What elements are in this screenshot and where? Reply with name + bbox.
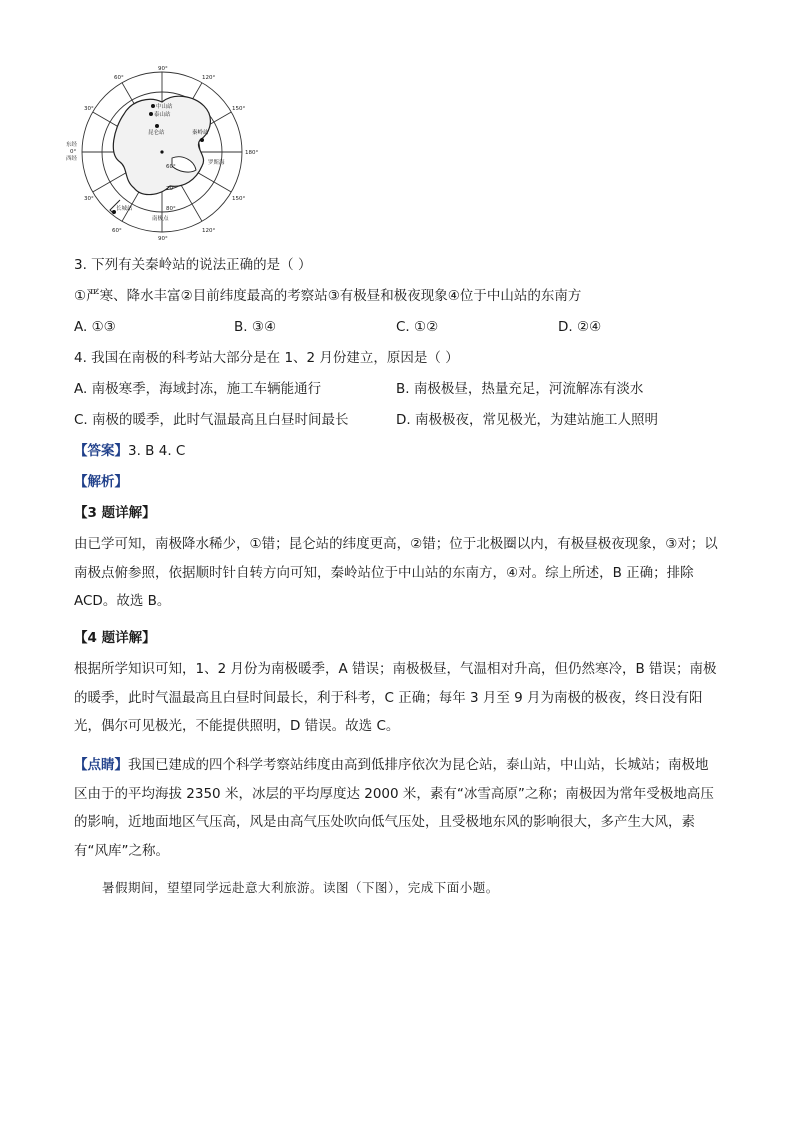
label-ross-sea: 罗斯海 [208, 160, 225, 166]
tip-label: 【点睛】 [74, 757, 128, 773]
label-south-pole: 南极点 [152, 216, 169, 222]
antarctica-map [62, 62, 262, 242]
q4-option-c: C. 南极的暖季，此时气温最高且白昼时间最长 [74, 412, 349, 428]
label-lat-60: 60° [166, 164, 176, 170]
label-deg-90-top: 90° [158, 66, 168, 72]
answer-text: 3. B 4. C [128, 443, 186, 459]
label-zhongshan: 中山站 [156, 104, 173, 110]
answer-line [74, 441, 185, 461]
answer-label: 【答案】 [74, 443, 128, 459]
label-taishan: 泰山站 [154, 112, 171, 118]
antarctica-coastline [113, 96, 210, 194]
label-qinling: 秦岭站 [192, 130, 209, 136]
label-deg-150-right: 150° [232, 106, 246, 112]
tip-paragraph [74, 751, 720, 865]
zhongshan-station-marker [151, 104, 155, 108]
q3-option-c: C. ①② [396, 319, 439, 335]
q3-option-d: D. ②④ [558, 319, 602, 335]
q3-option-b: B. ③④ [234, 319, 277, 335]
label-changcheng: 长城站 [116, 206, 133, 212]
q3-option-a: A. ①③ [74, 319, 116, 335]
label-kunlun: 昆仑站 [148, 130, 165, 136]
analysis-label: 【解析】 [74, 474, 128, 490]
label-lat-80: 80° [166, 206, 176, 212]
label-deg-0: 0° [70, 149, 77, 155]
detail4-text: 根据所学知识可知，1、2 月份为南极暖季，A 错误；南极极昼，气温相对升高，但仍然寒冷，B 错误；南极的暖季，此时气温最高且白昼时间最长，利于科考，C 正确；每年 3 月至 9 月为南极的极夜，终日没有阳光，偶尔可见极光，不能提供照明，D 错误。故选 C。 [74, 661, 717, 734]
label-deg-60-top: 60° [114, 75, 124, 81]
label-deg-150-right-b: 150° [232, 196, 246, 202]
q4-option-d: D. 南极极夜，常见极光，为建站施工人照明 [396, 412, 658, 428]
label-deg-90-bottom: 90° [158, 236, 168, 242]
next-question-intro: 暑假期间，望望同学远赴意大利旅游。读图（下图），完成下面小题。 [102, 880, 499, 895]
label-deg-30-left-b: 30° [84, 196, 94, 202]
q4-stem: 4. 我国在南极的科考站大部分是在 1、2 月份建立，原因是（ ） [74, 350, 459, 366]
label-deg-120-top: 120° [202, 75, 216, 81]
tip-text: 我国已建成的四个科学考察站纬度由高到低排序依次为昆仑站，泰山站，中山站，长城站；南极地区由于的平均海拔 2350 米，冰层的平均厚度达 2000 米，素有“冰雪高原”之称；南极因为常年受极地高压的影响，近地面地区气压高，风是由高气压处吹向低气压处，且受极地东风的影响很大，多产生大风，素有“风库”之称。 [74, 757, 714, 859]
label-east: 东经 [66, 142, 78, 148]
q4-option-a: A. 南极寒季，海域封冻，施工车辆能通行 [74, 381, 322, 397]
label-deg-120-bottom: 120° [202, 228, 216, 234]
label-deg-30-left: 30° [84, 106, 94, 112]
label-deg-60-bottom: 60° [112, 228, 122, 234]
q3-stem: 3. 下列有关秦岭站的说法正确的是（ ） [74, 257, 312, 273]
q4-option-b: B. 南极极昼，热量充足，河流解冻有淡水 [396, 381, 644, 397]
qinling-station-marker [200, 138, 204, 142]
south-pole-marker [160, 150, 163, 153]
label-lat-70: 70° [166, 186, 176, 192]
q3-statements: ①严寒、降水丰富②目前纬度最高的考察站③有极昼和极夜现象④位于中山站的东南方 [74, 288, 582, 304]
detail4-label: 【4 题详解】 [74, 630, 156, 646]
taishan-station-marker [149, 112, 153, 116]
kunlun-station-marker [155, 124, 159, 128]
label-west: 西经 [66, 156, 78, 162]
label-deg-180: 180° [245, 150, 259, 156]
detail3-text: 由已学可知，南极降水稀少，①错；昆仑站的纬度更高，②错；位于北极圈以内，有极昼极夜现象，③对；以南极点俯参照，依据顺时针自转方向可知，秦岭站位于中山站的东南方，④对。综上所述，B 正确；排除 ACD。故选 B。 [74, 536, 718, 609]
detail3-label: 【3 题详解】 [74, 505, 156, 521]
